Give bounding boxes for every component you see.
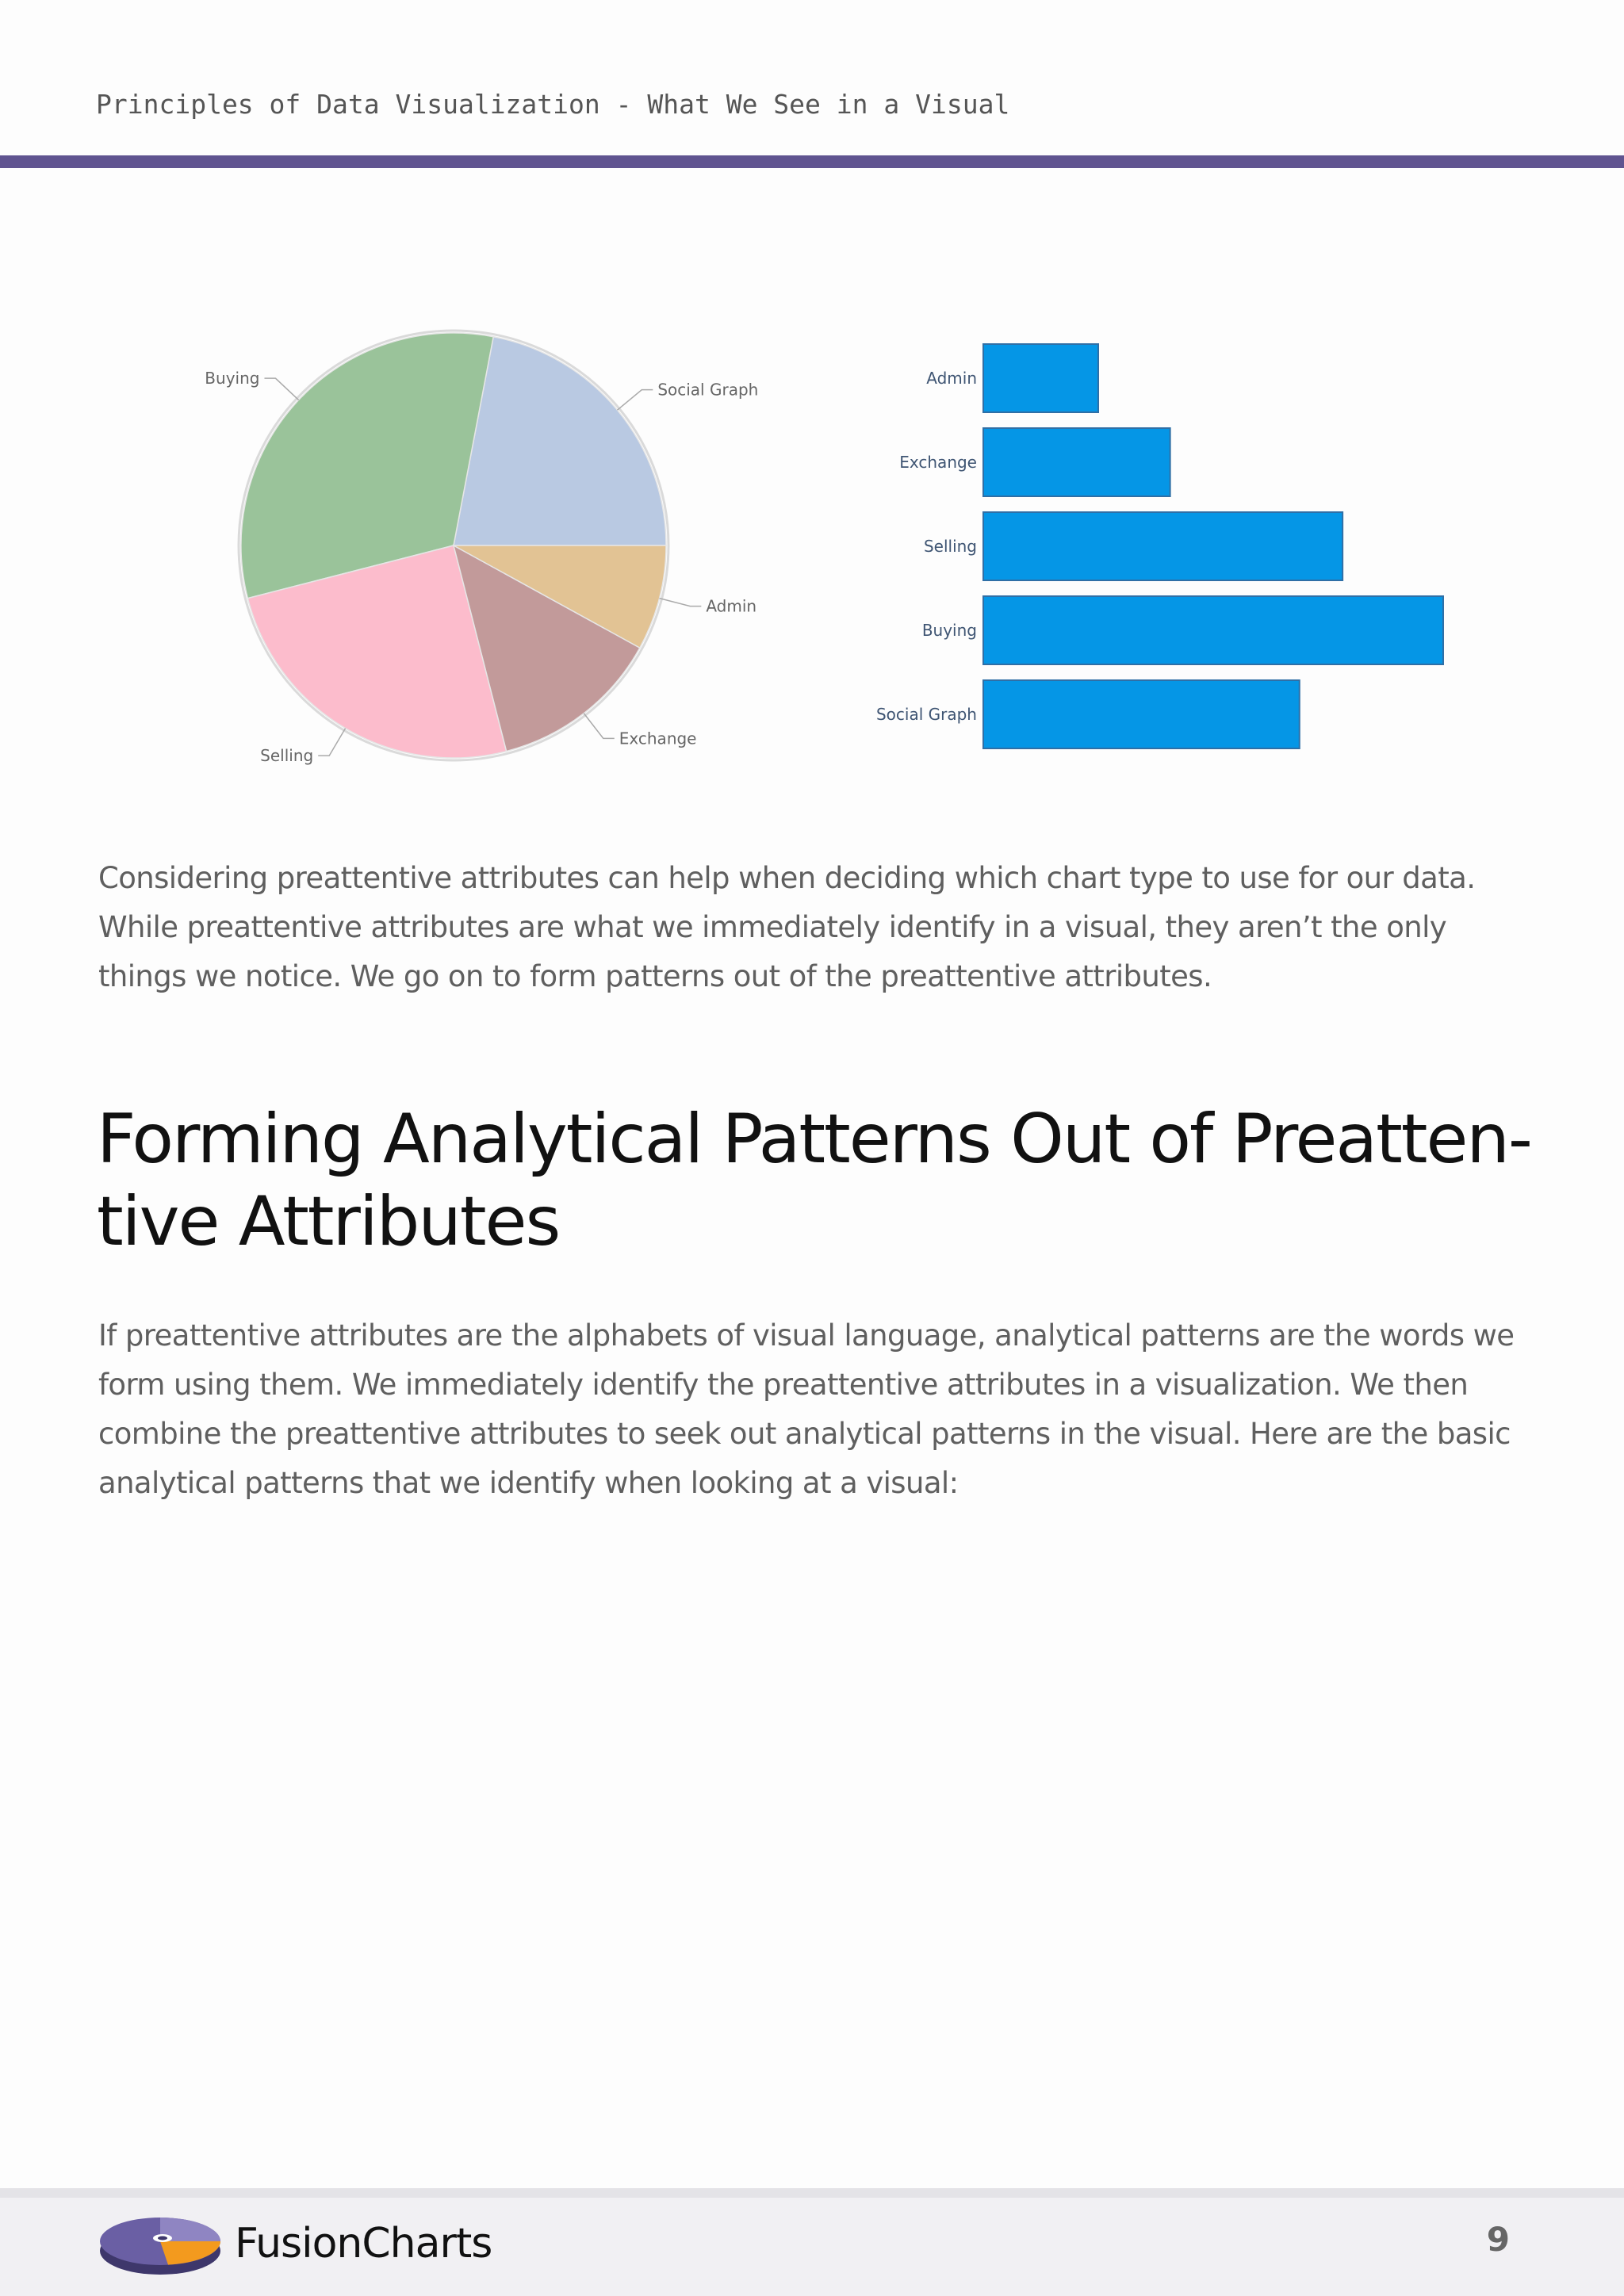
pie-label-selling: Selling	[260, 746, 314, 766]
chart-figure	[0, 168, 1624, 818]
section-title-line-2: tive Attributes	[97, 1182, 560, 1261]
paragraph-analytical-patterns: If preattentive attributes are the alphabets of visual language, analytical patterns are the words we form using them. We immediately identify the preattentive attributes in a visualization. We then combine the preattentive attributes to seek out analytical patterns in the visual. Here are the basic analytical patterns that we identify when looking at a visual:	[98, 1318, 1515, 1500]
paragraph-preattentive-intro: Considering preattentive attributes can help when deciding which chart type to use for our data. While preattentive attributes are what we immediately identify in a visual, they aren’t the only things we notice. We go on to form patterns out of the preattentive attributes.	[98, 861, 1476, 993]
pie-label-social-graph: Social Graph	[657, 380, 759, 400]
bar-chart	[876, 344, 1443, 748]
pie-label-buying: Buying	[205, 369, 260, 388]
bar-label-social-graph: Social Graph	[875, 705, 977, 724]
bar-label-selling: Selling	[923, 537, 977, 556]
section-title	[97, 1098, 1572, 1263]
running-header-title: Principles of Data Visualization - What We See in a Visual	[96, 89, 1010, 120]
bar-label-admin: Admin	[926, 369, 977, 388]
pie-chart	[205, 331, 758, 765]
charts-svg	[0, 168, 1624, 818]
pie-leader-admin	[660, 599, 702, 607]
bar-admin	[983, 344, 1098, 412]
pie-leader-buying	[264, 378, 298, 400]
bar-exchange	[983, 428, 1170, 496]
page-number: 9	[1486, 2220, 1510, 2259]
pie-leader-selling	[318, 729, 345, 756]
pie-label-exchange: Exchange	[619, 729, 697, 748]
bar-label-exchange: Exchange	[899, 453, 977, 472]
pie-leader-exchange	[584, 714, 615, 739]
pie-label-admin: Admin	[706, 596, 757, 616]
bar-social-graph	[983, 680, 1300, 748]
bar-buying	[983, 596, 1443, 664]
fusioncharts-logo-icon	[97, 2210, 232, 2281]
section-title-line-1: Forming Analytical Patterns Out of Preatten-	[97, 1100, 1531, 1179]
header-rule	[0, 155, 1624, 168]
footer-brand: FusionCharts	[235, 2220, 492, 2267]
pie-leader-social-graph	[617, 390, 653, 410]
bar-label-buying: Buying	[921, 621, 977, 640]
bar-selling	[983, 512, 1342, 580]
